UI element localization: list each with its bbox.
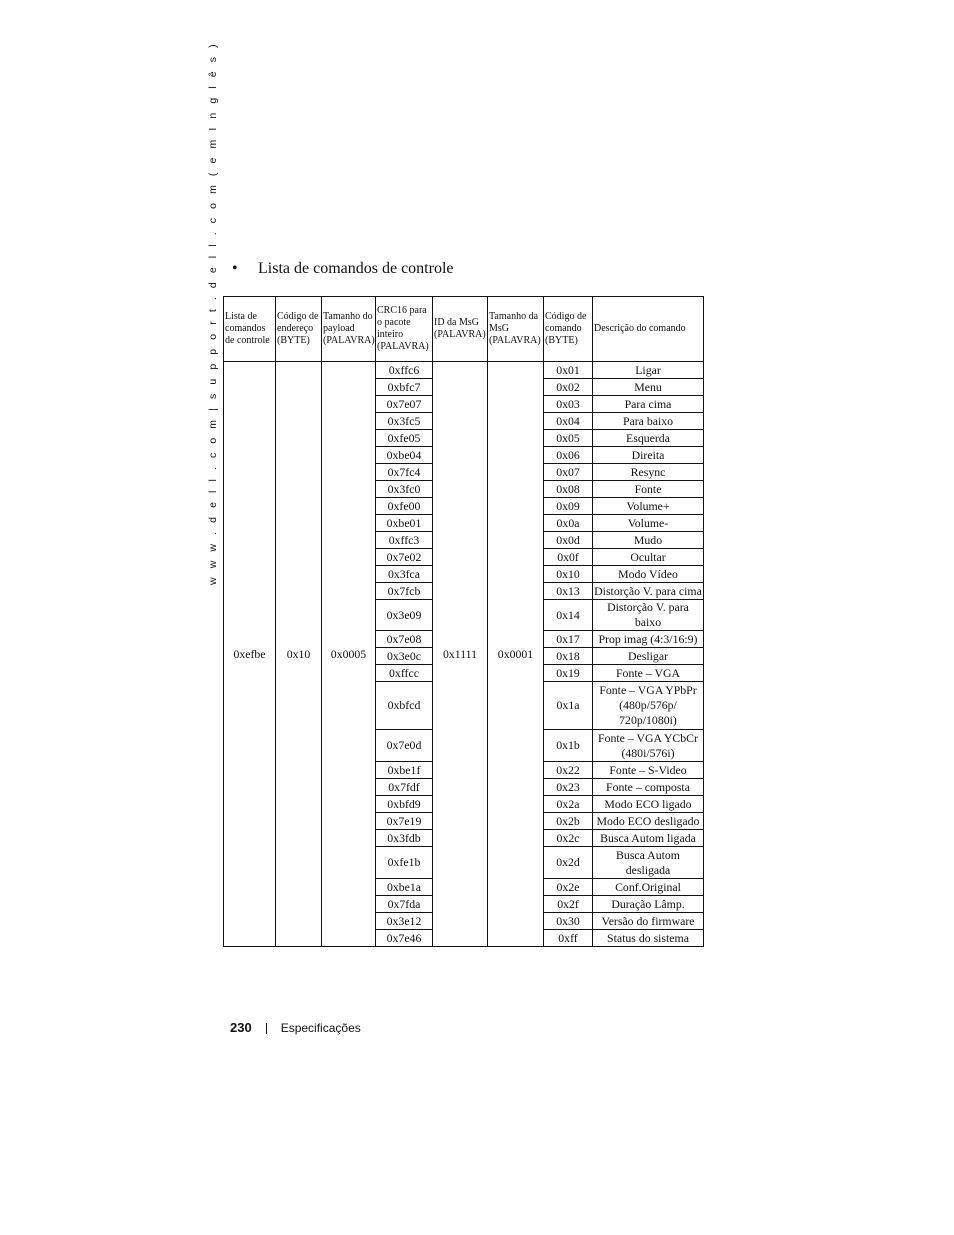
command-code-cell: 0x18 bbox=[544, 648, 593, 665]
command-code-cell: 0x14 bbox=[544, 600, 593, 631]
crc16-cell: 0x7e19 bbox=[376, 813, 433, 830]
command-description-cell: Modo Vídeo bbox=[593, 566, 704, 583]
command-code-cell: 0x0d bbox=[544, 532, 593, 549]
command-description-cell: Volume+ bbox=[593, 498, 704, 515]
command-description-cell: Fonte – VGA bbox=[593, 665, 704, 682]
command-description-cell: Busca Autom ligada bbox=[593, 830, 704, 847]
command-description-cell: Desligar bbox=[593, 648, 704, 665]
crc16-cell: 0xbfc7 bbox=[376, 379, 433, 396]
command-description-cell: Fonte – composta bbox=[593, 779, 704, 796]
crc16-cell: 0x7e0d bbox=[376, 730, 433, 762]
msg-id-cell: 0x1111 bbox=[433, 362, 488, 947]
crc16-cell: 0x7e07 bbox=[376, 396, 433, 413]
crc16-cell: 0xfe05 bbox=[376, 430, 433, 447]
crc16-cell: 0xffc3 bbox=[376, 532, 433, 549]
crc16-cell: 0x7e02 bbox=[376, 549, 433, 566]
command-description-cell: Fonte – VGA YCbCr (480i/576i) bbox=[593, 730, 704, 762]
command-description-cell: Conf.Original bbox=[593, 879, 704, 896]
crc16-cell: 0xffc6 bbox=[376, 362, 433, 379]
command-description-cell: Menu bbox=[593, 379, 704, 396]
command-description-cell: Distorção V. para baixo bbox=[593, 600, 704, 631]
chapter-title: Especificações bbox=[280, 1021, 361, 1035]
command-code-cell: 0x0f bbox=[544, 549, 593, 566]
crc16-cell: 0x7fc4 bbox=[376, 464, 433, 481]
command-code-cell: 0x02 bbox=[544, 379, 593, 396]
crc16-cell: 0xbe04 bbox=[376, 447, 433, 464]
crc16-cell: 0xfe00 bbox=[376, 498, 433, 515]
command-code-cell: 0x01 bbox=[544, 362, 593, 379]
command-code-cell: 0x2a bbox=[544, 796, 593, 813]
crc16-cell: 0xfe1b bbox=[376, 847, 433, 879]
command-description-cell: Status do sistema bbox=[593, 930, 704, 947]
crc16-cell: 0x3fc5 bbox=[376, 413, 433, 430]
command-code-cell: 0x2e bbox=[544, 879, 593, 896]
command-description-cell: Fonte – VGA YPbPr (480p/576p/ 720p/1080i) bbox=[593, 682, 704, 730]
address-code-cell: 0x10 bbox=[276, 362, 322, 947]
crc16-cell: 0x3fdb bbox=[376, 830, 433, 847]
command-code-cell: 0x10 bbox=[544, 566, 593, 583]
header-cell: ID da MsG (PALAVRA) bbox=[433, 297, 488, 362]
page-footer bbox=[230, 1020, 361, 1035]
command-code-cell: 0x2d bbox=[544, 847, 593, 879]
crc16-cell: 0x3e09 bbox=[376, 600, 433, 631]
command-description-cell: Modo ECO ligado bbox=[593, 796, 704, 813]
command-code-cell: 0x13 bbox=[544, 583, 593, 600]
crc16-cell: 0x7fda bbox=[376, 896, 433, 913]
command-description-cell: Fonte bbox=[593, 481, 704, 498]
crc16-cell: 0x7fdf bbox=[376, 779, 433, 796]
crc16-cell: 0xbfd9 bbox=[376, 796, 433, 813]
command-description-cell: Ocultar bbox=[593, 549, 704, 566]
bullet-icon: • bbox=[232, 260, 238, 277]
command-description-cell: Para cima bbox=[593, 396, 704, 413]
command-code-cell: 0xff bbox=[544, 930, 593, 947]
command-code-cell: 0x0a bbox=[544, 515, 593, 532]
command-code-cell: 0x03 bbox=[544, 396, 593, 413]
header-cell: Tamanho da MsG (PALAVRA) bbox=[488, 297, 544, 362]
footer-divider bbox=[266, 1023, 267, 1034]
command-code-cell: 0x1b bbox=[544, 730, 593, 762]
section-heading bbox=[232, 260, 454, 278]
command-description-cell: Resync bbox=[593, 464, 704, 481]
side-url-banner bbox=[190, 41, 220, 585]
command-description-cell: Duração Lâmp. bbox=[593, 896, 704, 913]
command-description-cell: Esquerda bbox=[593, 430, 704, 447]
header-cell: Código de endereço (BYTE) bbox=[276, 297, 322, 362]
command-description-cell: Busca Autom desligada bbox=[593, 847, 704, 879]
crc16-cell: 0xbfcd bbox=[376, 682, 433, 730]
command-code-cell: 0x09 bbox=[544, 498, 593, 515]
command-description-cell: Distorção V. para cima bbox=[594, 583, 702, 598]
header-cell: CRC16 para o pacote inteiro (PALAVRA) bbox=[376, 297, 433, 362]
header-cell: Lista de comandos de controle bbox=[224, 297, 276, 362]
command-code-cell: 0x2c bbox=[544, 830, 593, 847]
crc16-cell: 0xffcc bbox=[376, 665, 433, 682]
side-url-text: w w w . d e l l . c o m | s u p p o r t . d e l l . c o m ( e m I n g l ê s ) bbox=[207, 41, 219, 585]
command-description-cell: Mudo bbox=[593, 532, 704, 549]
command-description-cell: Modo ECO desligado bbox=[593, 813, 704, 830]
page-number: 230 bbox=[230, 1020, 252, 1035]
crc16-cell: 0x7fcb bbox=[376, 583, 433, 600]
control-commands-table bbox=[223, 296, 704, 947]
command-description-cell: Para baixo bbox=[593, 413, 704, 430]
command-code-cell: 0x06 bbox=[544, 447, 593, 464]
payload-size-cell: 0x0005 bbox=[322, 362, 376, 947]
command-description-cell: Versão do firmware bbox=[593, 913, 704, 930]
command-code-cell: 0x08 bbox=[544, 481, 593, 498]
table-row bbox=[224, 362, 704, 379]
crc16-cell: 0xbe01 bbox=[376, 515, 433, 532]
command-code-cell: 0x22 bbox=[544, 762, 593, 779]
command-code-cell: 0x07 bbox=[544, 464, 593, 481]
crc16-cell: 0x3fca bbox=[376, 566, 433, 583]
header-cell: Tamanho do payload (PALAVRA) bbox=[322, 297, 376, 362]
msg-size-cell: 0x0001 bbox=[488, 362, 544, 947]
header-cell: Descrição do comando bbox=[593, 297, 704, 362]
crc16-cell: 0x3fc0 bbox=[376, 481, 433, 498]
command-description-cell: Fonte – S-Video bbox=[593, 762, 704, 779]
crc16-cell: 0x3e12 bbox=[376, 913, 433, 930]
crc16-cell: 0xbe1f bbox=[376, 762, 433, 779]
command-description-cell: Ligar bbox=[593, 362, 704, 379]
command-code-cell: 0x04 bbox=[544, 413, 593, 430]
command-code-cell: 0x2f bbox=[544, 896, 593, 913]
crc16-cell: 0x7e46 bbox=[376, 930, 433, 947]
command-code-cell: 0x05 bbox=[544, 430, 593, 447]
command-description-cell: Volume- bbox=[593, 515, 704, 532]
list-cell: 0xefbe bbox=[224, 362, 276, 947]
command-description-cell: Prop imag (4:3/16:9) bbox=[593, 631, 704, 648]
command-description-cell: Direita bbox=[593, 447, 704, 464]
command-code-cell: 0x19 bbox=[544, 665, 593, 682]
command-code-cell: 0x2b bbox=[544, 813, 593, 830]
table-body bbox=[224, 362, 704, 947]
crc16-cell: 0xbe1a bbox=[376, 879, 433, 896]
crc16-cell: 0x7e08 bbox=[376, 631, 433, 648]
command-code-cell: 0x1a bbox=[544, 682, 593, 730]
crc16-cell: 0x3e0c bbox=[376, 648, 433, 665]
header-cell: Código de comando (BYTE) bbox=[544, 297, 593, 362]
command-code-cell: 0x23 bbox=[544, 779, 593, 796]
command-code-cell: 0x17 bbox=[544, 631, 593, 648]
command-code-cell: 0x30 bbox=[544, 913, 593, 930]
section-title: Lista de comandos de controle bbox=[258, 260, 454, 277]
table-header-row bbox=[224, 297, 704, 362]
